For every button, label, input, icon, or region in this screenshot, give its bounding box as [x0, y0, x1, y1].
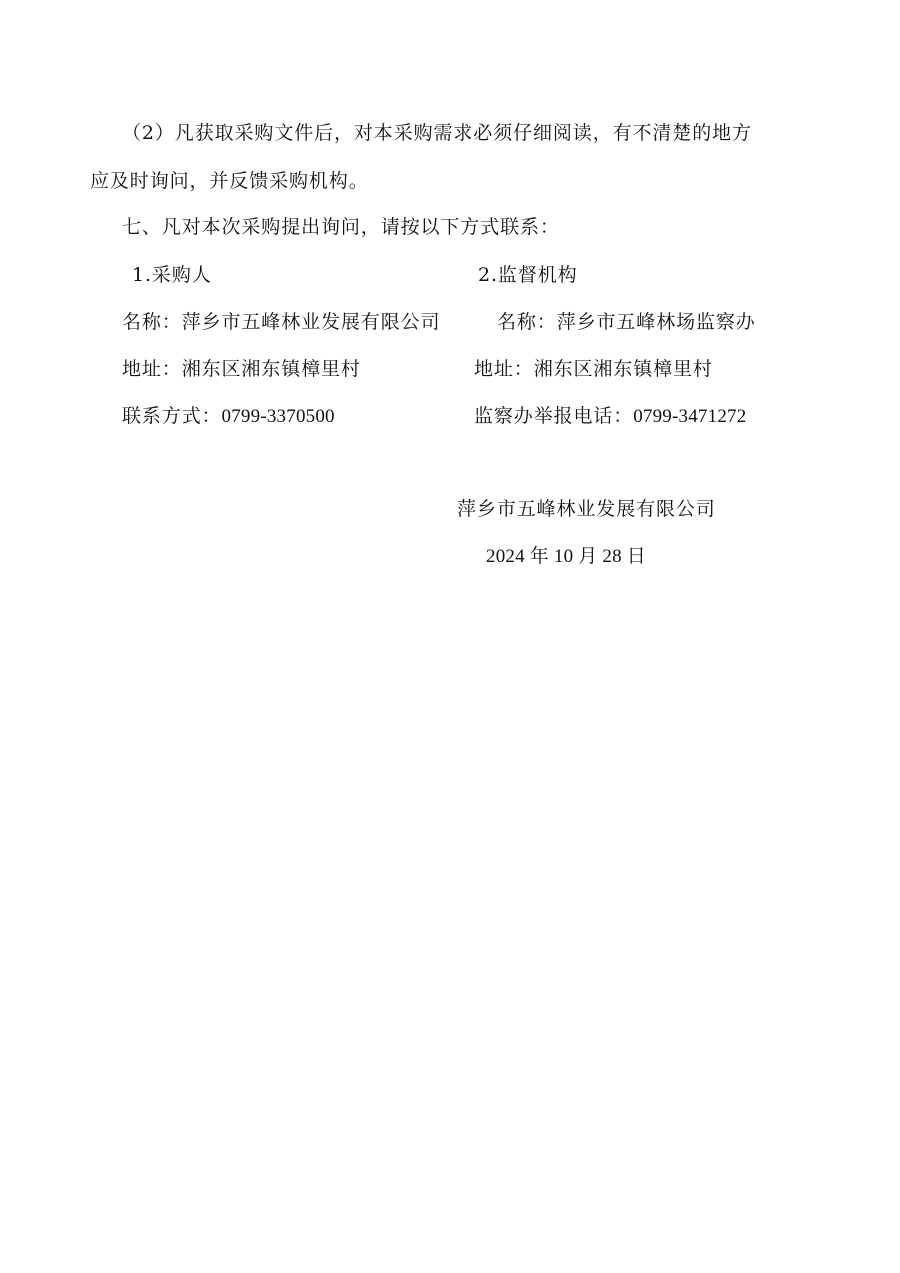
signature-organization: 萍乡市五峰林业发展有限公司: [457, 498, 716, 520]
purchaser-contact: [122, 407, 335, 426]
purchaser-address: 地址：湘东区湘东镇樟里村: [122, 358, 361, 380]
supervisor-address: 地址：湘东区湘东镇樟里村: [474, 358, 713, 380]
supervisor-name: 名称：萍乡市五峰林场监察办: [497, 311, 756, 333]
signature-date: 2024 年 10 月 28 日: [486, 546, 646, 567]
purchaser-phone: 0799-3370500: [221, 406, 335, 427]
purchaser-heading: 1.采购人: [132, 264, 212, 286]
notice-paragraph-line-1: （2）凡获取采购文件后，对本采购需求必须仔细阅读，有不清楚的地方: [122, 122, 752, 144]
supervisor-phone: 0799-3471272: [633, 406, 747, 427]
notice-paragraph-line-2: 应及时询问，并反馈采购机构。: [90, 170, 369, 192]
supervisor-contact: [474, 407, 746, 426]
purchaser-name: 名称：萍乡市五峰林业发展有限公司: [122, 311, 441, 333]
section-heading: 七、凡对本次采购提出询问，请按以下方式联系：: [122, 216, 560, 238]
supervisor-contact-label: 监察办举报电话：: [474, 405, 634, 427]
supervisor-heading: 2.监督机构: [478, 264, 578, 286]
purchaser-contact-label: 联系方式：: [122, 405, 222, 427]
